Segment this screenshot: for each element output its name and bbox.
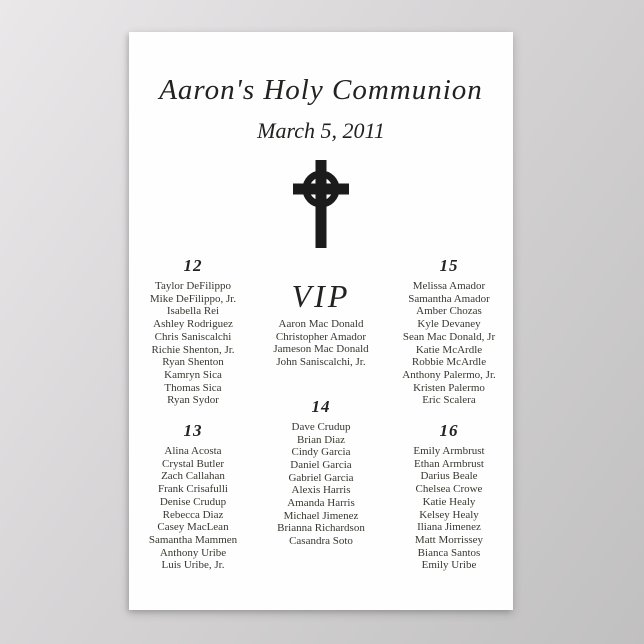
seating-chart-poster: [129, 32, 513, 610]
guest-name: Richie Shenton, Jr.: [151, 343, 235, 356]
guest-name: Kristen Palermo: [413, 381, 485, 394]
guest-name: Iliana Jimenez: [417, 521, 481, 534]
guest-name: Alina Acosta: [164, 445, 222, 458]
guest-name: Chelsea Crowe: [415, 483, 483, 496]
vip-guest-list: [257, 318, 385, 369]
guest-name: Zach Callahan: [161, 470, 225, 483]
guest-name: Ryan Sydor: [167, 394, 219, 407]
guest-name: Luis Uribe, Jr.: [161, 559, 225, 572]
guest-name: Katie McArdle: [415, 343, 483, 356]
table-15-guest-list: [385, 280, 513, 407]
right-column: [385, 248, 513, 572]
guest-name: Christopher Amador: [275, 330, 367, 343]
guest-name: Kamryn Sica: [164, 368, 222, 381]
guest-name: Jameson Mac Donald: [273, 343, 369, 356]
guest-name: Ryan Shenton: [162, 356, 224, 369]
guest-name: Casandra Soto: [289, 535, 353, 548]
table-13-block: [129, 421, 257, 572]
vip-table-label: VIP: [291, 278, 351, 314]
celtic-cross-icon: [129, 160, 513, 248]
event-date: March 5, 2011: [257, 118, 385, 143]
center-column: [257, 248, 385, 548]
guest-name: Anthony Palermo, Jr.: [402, 368, 496, 381]
guest-name: Bianca Santos: [417, 546, 481, 559]
guest-name: Ashley Rodriguez: [153, 318, 233, 331]
guest-name: Ethan Armbrust: [414, 457, 484, 470]
table-12-guest-list: [129, 280, 257, 407]
table-14-number: 14: [311, 396, 331, 416]
guest-name: Anthony Uribe: [159, 546, 227, 559]
guest-name: Amber Chozas: [416, 305, 482, 318]
left-column: [129, 248, 257, 572]
table-15-block: [385, 256, 513, 407]
guest-name: Samantha Mammen: [148, 533, 238, 546]
guest-name: Kelsey Healy: [419, 508, 479, 521]
guest-name: Denise Crudup: [159, 495, 227, 508]
guest-name: Aaron Mac Donald: [278, 318, 364, 330]
guest-name: Dave Crudup: [291, 420, 351, 433]
table-columns: [129, 248, 513, 572]
table-12-block: [129, 256, 257, 407]
guest-name: Robbie McArdle: [411, 356, 487, 369]
guest-name: Kyle Devaney: [417, 318, 481, 331]
table-16-block: [385, 421, 513, 572]
table-16-guest-list: [385, 445, 513, 572]
guest-name: Matt Morrissey: [414, 533, 484, 546]
guest-name: Michael Jimenez: [283, 509, 359, 522]
guest-name: Katie Healy: [422, 495, 476, 508]
vip-table-block: [257, 276, 385, 369]
guest-name: Frank Crisafulli: [158, 483, 228, 496]
guest-name: Thomas Sica: [164, 381, 222, 394]
table-14-guest-list: [257, 421, 385, 548]
guest-name: Sean Mac Donald, Jr: [402, 330, 496, 343]
guest-name: Brian Diaz: [297, 433, 345, 446]
table-13-number: 13: [183, 421, 203, 441]
guest-name: Rebecca Diaz: [162, 508, 224, 521]
guest-name: Alexis Harris: [291, 484, 351, 497]
guest-name: Emily Armbrust: [413, 445, 485, 458]
table-12-number: 12: [183, 256, 203, 275]
guest-name: John Saniscalchi, Jr.: [276, 356, 366, 369]
guest-name: Isabella Rei: [166, 305, 220, 318]
guest-name: Brianna Richardson: [277, 522, 365, 535]
event-title: Aaron's Holy Communion: [159, 74, 483, 106]
table-13-guest-list: [129, 445, 257, 572]
guest-name: Darius Beale: [420, 470, 478, 483]
guest-name: Crystal Butler: [161, 457, 225, 470]
guest-name: Emily Uribe: [421, 559, 477, 572]
guest-name: Gabriel Garcia: [288, 471, 354, 484]
guest-name: Casey MacLean: [157, 521, 229, 534]
guest-name: Samantha Amador: [408, 292, 490, 305]
guest-name: Melissa Amador: [412, 280, 486, 292]
table-14-block: [257, 397, 385, 548]
guest-name: Taylor DeFilippo: [155, 280, 231, 292]
table-16-number: 16: [439, 421, 459, 441]
guest-name: Daniel Garcia: [290, 458, 352, 471]
guest-name: Mike DeFilippo, Jr.: [149, 292, 237, 305]
guest-name: Amanda Harris: [287, 497, 355, 510]
guest-name: Chris Saniscalchi: [154, 330, 232, 343]
guest-name: Eric Scalera: [422, 394, 476, 407]
table-15-number: 15: [439, 256, 459, 275]
guest-name: Cindy Garcia: [291, 446, 351, 459]
